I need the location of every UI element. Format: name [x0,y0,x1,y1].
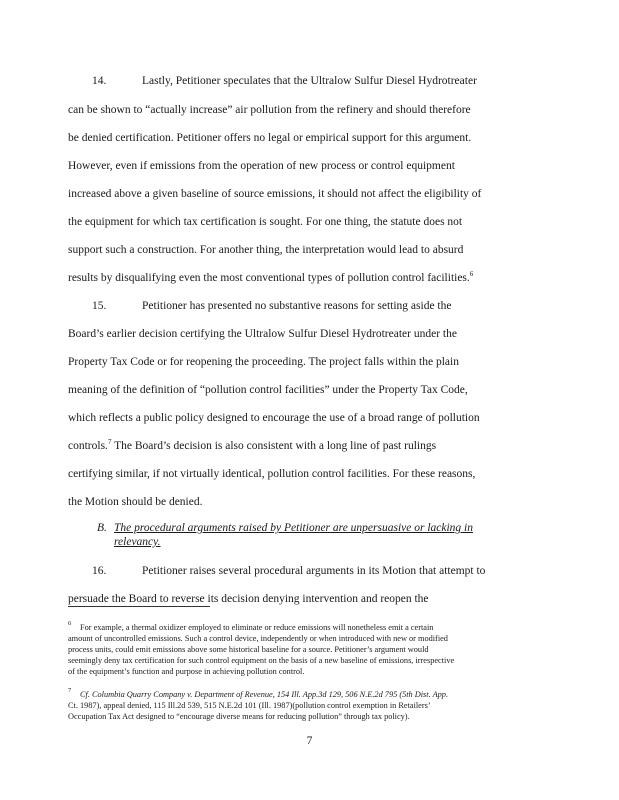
footnote-mark: 7 [68,687,72,694]
text-line [68,439,436,453]
footnote-line: of the equipment’s function and purpose in achieving pollution control. [68,667,305,676]
text-line: support such a construction. For another thing, the interpretation would lead to absurd [68,244,464,256]
text-line: Board’s earlier decision certifying the Ultralow Sulfur Diesel Hydrotreater under the [68,328,457,340]
text-line: certifying similar, if not virtually identical, pollution control facilities. For these reasons, [68,468,476,480]
text-line: persuade the Board to reverse its decision denying intervention and reopen the [68,593,429,605]
paragraph-number: 14. [92,75,107,87]
footnote-line: process units, could emit emissions above some historical baseline for a source. Petitioner’s argument would [68,645,429,654]
text-line: Petitioner has presented no substantive reasons for setting aside the [142,300,452,312]
text-line-content: results by disqualifying even the most conventional types of pollution control facilities. [68,272,470,284]
footnote-line: Occupation Tax Act designed to “encourage diverse means for reducing pollution” through tax policy). [68,712,410,721]
text-line: which reflects a public policy designed to encourage the use of a broad range of pollution [68,412,480,424]
paragraph-number: 16. [92,565,107,577]
footnote-line: amount of uncontrolled emissions. Such a control device, independently or when introduced with new or modified [68,634,448,643]
text-line: increased above a given baseline of source emissions, it should not affect the eligibility of [68,188,482,200]
text-line: Petitioner raises several procedural arguments in its Motion that attempt to [142,565,486,577]
footnote-reference[interactable]: 6 [469,270,474,278]
heading-text: The procedural arguments raised by Petitioner are unpersuasive or lacking in [114,522,474,534]
heading-letter: B. [97,522,107,534]
footnote-line: seemingly deny tax certification for such control equipment on the basis of a new baseline of emissions, irrespective [68,656,455,665]
text-line-content: The Board’s decision is also consistent with a long line of past rulings [114,440,437,452]
text-line: be denied certification. Petitioner offers no legal or empirical support for this argument. [68,132,472,144]
footnote-line: For example, a thermal oxidizer employed to eliminate or reduce emissions will nonetheless emit a certain [80,623,434,632]
footnote-separator [68,606,210,607]
page-number: 7 [306,735,313,747]
text-line-content: controls. [68,440,108,452]
text-line [68,271,473,285]
text-line: the equipment for which tax certification is sought. For one thing, the statute does not [68,216,463,228]
footnote-reference[interactable]: 7 [107,438,112,446]
text-line: Property Tax Code or for reopening the proceeding. The project falls within the plain [68,356,459,368]
paragraph-number: 15. [92,300,107,312]
text-line: However, even if emissions from the operation of new process or control equipment [68,160,455,172]
text-line: the Motion should be denied. [68,496,203,508]
text-line: Lastly, Petitioner speculates that the Ultralow Sulfur Diesel Hydrotreater [142,75,477,87]
heading-text: relevancy. [114,536,161,548]
text-line: meaning of the definition of “pollution control facilities” under the Property Tax Code, [68,384,468,396]
footnote-mark: 6 [68,620,72,627]
text-line: can be shown to “actually increase” air pollution from the refinery and should therefore [68,104,471,116]
footnote-line: Ct. 1987), appeal denied, 115 Ill.2d 539, 515 N.E.2d 101 (Ill. 1987)(pollution control exemption in Retailers’ [68,701,431,710]
footnote-line: Cf. Columbia Quarry Company v. Department of Revenue, 154 Ill. App.3d 129, 506 N.E.2d 795 (5th Dist. App. [80,690,449,699]
